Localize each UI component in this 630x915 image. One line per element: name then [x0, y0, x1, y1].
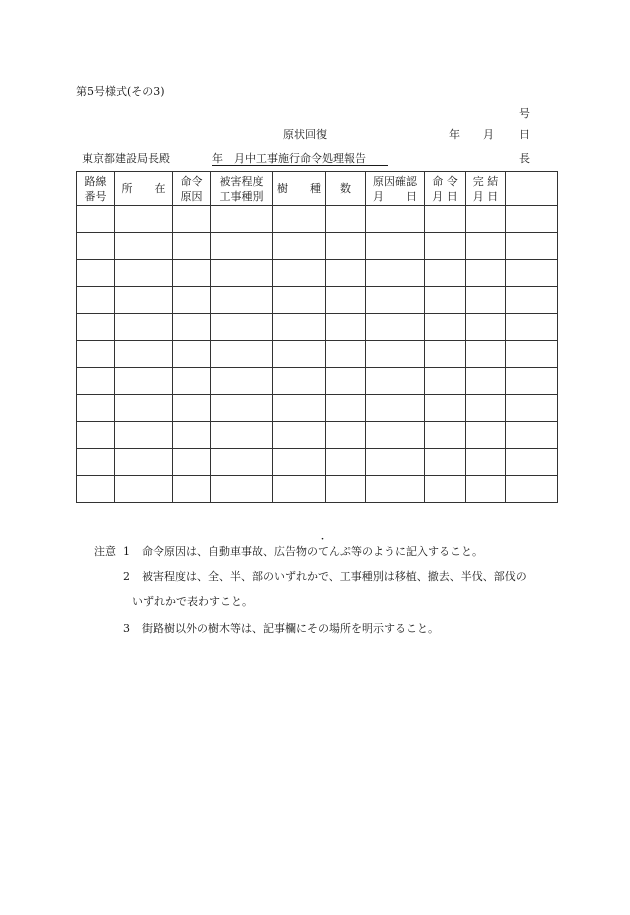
- table-cell[interactable]: [506, 368, 558, 395]
- note-item-2: [94, 571, 564, 609]
- table-cell[interactable]: [115, 341, 173, 368]
- note-text: 街路樹以外の樹木等は、記事欄にその場所を明示すること。: [142, 622, 439, 635]
- col-header-line2: 月 日: [373, 189, 417, 203]
- table-cell[interactable]: [466, 449, 506, 476]
- table-cell[interactable]: [326, 449, 366, 476]
- table-cell[interactable]: [506, 422, 558, 449]
- table-cell[interactable]: [173, 260, 211, 287]
- table-cell[interactable]: [506, 341, 558, 368]
- table-cell[interactable]: [273, 476, 326, 503]
- table-cell[interactable]: [425, 368, 466, 395]
- table-cell[interactable]: [506, 233, 558, 260]
- table-cell[interactable]: [273, 341, 326, 368]
- col-header-line2: 月 日: [472, 189, 499, 203]
- table-cell[interactable]: [326, 206, 366, 233]
- col-header-line1: 完 結: [472, 174, 499, 188]
- table-cell[interactable]: [366, 476, 425, 503]
- table-row: [77, 368, 558, 395]
- table-cell[interactable]: [211, 395, 273, 422]
- table-cell[interactable]: [115, 260, 173, 287]
- table-cell[interactable]: [326, 341, 366, 368]
- table-cell[interactable]: [273, 233, 326, 260]
- table-cell[interactable]: [273, 368, 326, 395]
- note-text: [142, 546, 483, 557]
- note-continuation: いずれかで表わすこと。: [132, 595, 253, 608]
- table-row: [77, 476, 558, 503]
- table-cell[interactable]: [425, 476, 466, 503]
- table-row: [77, 314, 558, 341]
- table-cell[interactable]: [211, 206, 273, 233]
- table-cell[interactable]: [366, 368, 425, 395]
- note-text-after: 等のように記入すること。: [351, 545, 483, 558]
- table-cell[interactable]: [115, 395, 173, 422]
- table-cell[interactable]: [211, 341, 273, 368]
- table-cell[interactable]: [173, 395, 211, 422]
- day-label: 日: [519, 128, 530, 141]
- table-cell[interactable]: [77, 395, 115, 422]
- table-cell[interactable]: [173, 314, 211, 341]
- table-cell[interactable]: [211, 368, 273, 395]
- table-cell[interactable]: [115, 314, 173, 341]
- year-label: 年: [449, 128, 460, 141]
- table-cell[interactable]: [77, 260, 115, 287]
- table-cell[interactable]: [366, 449, 425, 476]
- note-text: 被害程度は、全、半、部のいずれかで、工事種別は移植、撤去、半伐、部伐の: [142, 570, 527, 583]
- table-cell[interactable]: [366, 260, 425, 287]
- chief-label: 長: [519, 152, 530, 165]
- table-cell[interactable]: [115, 476, 173, 503]
- col-header-line2: 番号: [84, 189, 107, 203]
- table-cell[interactable]: [173, 341, 211, 368]
- table-cell[interactable]: [77, 422, 115, 449]
- table-cell[interactable]: [466, 314, 506, 341]
- table-cell[interactable]: [273, 260, 326, 287]
- table-cell[interactable]: [466, 341, 506, 368]
- table-cell[interactable]: [425, 422, 466, 449]
- table-cell[interactable]: [506, 449, 558, 476]
- table-cell[interactable]: [466, 206, 506, 233]
- table-cell[interactable]: [506, 260, 558, 287]
- table-cell[interactable]: [366, 314, 425, 341]
- col-header-line1: 所 在: [121, 182, 166, 195]
- table-cell[interactable]: [273, 449, 326, 476]
- table-cell[interactable]: [466, 422, 506, 449]
- table-cell[interactable]: [77, 233, 115, 260]
- col-header-line2: 月 日: [432, 189, 458, 203]
- table-cell[interactable]: [366, 233, 425, 260]
- table-cell[interactable]: [211, 260, 273, 287]
- table-cell[interactable]: [173, 287, 211, 314]
- table-cell[interactable]: [273, 314, 326, 341]
- col-header-line1: 原因確認: [373, 174, 417, 188]
- col-header-line1: 数: [340, 182, 351, 195]
- addressee: 東京都建設局長殿: [82, 152, 170, 165]
- table-cell[interactable]: [211, 422, 273, 449]
- note-number: 2: [123, 570, 130, 583]
- table-cell[interactable]: [326, 422, 366, 449]
- table-cell[interactable]: [173, 422, 211, 449]
- table-cell[interactable]: [211, 314, 273, 341]
- col-header-location: [115, 172, 173, 206]
- report-table: [76, 171, 558, 503]
- col-header-route-number: [77, 172, 115, 206]
- table-row: [77, 233, 558, 260]
- table-cell[interactable]: [466, 395, 506, 422]
- note-item-1: [94, 546, 564, 557]
- col-header-tree-species: [273, 172, 326, 206]
- table-cell[interactable]: [173, 233, 211, 260]
- col-header-count: [326, 172, 366, 206]
- table-cell[interactable]: [326, 368, 366, 395]
- table-cell[interactable]: [506, 314, 558, 341]
- table-cell[interactable]: [466, 287, 506, 314]
- table-cell[interactable]: [173, 206, 211, 233]
- note-number: 3: [123, 622, 130, 635]
- table-cell[interactable]: [326, 314, 366, 341]
- note-item-3: [94, 623, 564, 634]
- col-header-damage-worktype: [211, 172, 273, 206]
- col-header-order-cause: [173, 172, 211, 206]
- table-cell[interactable]: [425, 233, 466, 260]
- col-header-line2: 工事種別: [219, 189, 264, 203]
- table-cell[interactable]: [173, 368, 211, 395]
- table-cell[interactable]: [115, 287, 173, 314]
- table-cell[interactable]: [366, 206, 425, 233]
- table-cell[interactable]: [211, 476, 273, 503]
- table-row: [77, 341, 558, 368]
- table-cell[interactable]: [211, 233, 273, 260]
- table-cell[interactable]: [425, 287, 466, 314]
- month-label: 月: [483, 128, 494, 141]
- table-cell[interactable]: [425, 341, 466, 368]
- table-cell[interactable]: [115, 449, 173, 476]
- table-cell[interactable]: [273, 422, 326, 449]
- table-cell[interactable]: [77, 206, 115, 233]
- table-cell[interactable]: [326, 395, 366, 422]
- col-header-line1: 路線: [84, 174, 107, 188]
- col-header-completion-date: [466, 172, 506, 206]
- table-cell[interactable]: [425, 314, 466, 341]
- table-cell[interactable]: [77, 341, 115, 368]
- table-cell[interactable]: [326, 287, 366, 314]
- table-cell[interactable]: [273, 206, 326, 233]
- table-cell[interactable]: [77, 368, 115, 395]
- table-header-row: [77, 172, 558, 206]
- table-cell[interactable]: [115, 368, 173, 395]
- form-title: 原状回復: [283, 128, 327, 141]
- form-number: 第5号様式(その3): [76, 85, 165, 98]
- table-cell[interactable]: [115, 233, 173, 260]
- table-cell[interactable]: [366, 341, 425, 368]
- table-row: [77, 287, 558, 314]
- table-cell[interactable]: [173, 476, 211, 503]
- table-cell[interactable]: [425, 449, 466, 476]
- table-cell[interactable]: [326, 260, 366, 287]
- table-cell[interactable]: [506, 287, 558, 314]
- table-cell[interactable]: [466, 233, 506, 260]
- table-cell[interactable]: [506, 395, 558, 422]
- col-header-line1: 被害程度: [219, 174, 264, 188]
- col-header-order-date: [425, 172, 466, 206]
- table-cell[interactable]: [425, 206, 466, 233]
- table-row: [77, 422, 558, 449]
- table-cell[interactable]: [211, 287, 273, 314]
- table-cell[interactable]: [77, 449, 115, 476]
- table-cell[interactable]: [466, 476, 506, 503]
- table-cell[interactable]: [506, 476, 558, 503]
- number-label: 号: [519, 107, 530, 120]
- col-header-line2: 原因: [180, 189, 203, 203]
- table-cell[interactable]: [77, 314, 115, 341]
- table-cell[interactable]: [366, 287, 425, 314]
- table-cell[interactable]: [273, 287, 326, 314]
- col-header-line1: 命 令: [432, 174, 458, 188]
- table-cell[interactable]: [211, 449, 273, 476]
- table-cell[interactable]: [273, 395, 326, 422]
- table-cell[interactable]: [366, 422, 425, 449]
- notes-section: [94, 546, 564, 648]
- table-cell[interactable]: [366, 395, 425, 422]
- col-header-remarks: [506, 172, 558, 206]
- table-cell[interactable]: [77, 476, 115, 503]
- table-cell[interactable]: [425, 395, 466, 422]
- emphasized-text: ・ てんぷ: [318, 545, 351, 558]
- table-row: [77, 449, 558, 476]
- notes-heading: 注意: [94, 545, 116, 558]
- table-row: [77, 395, 558, 422]
- note-number: 1: [123, 545, 130, 558]
- col-header-cause-confirmed: [366, 172, 425, 206]
- table-row: [77, 260, 558, 287]
- table-cell[interactable]: [425, 260, 466, 287]
- col-header-line1: 樹 種: [277, 182, 321, 195]
- table-cell[interactable]: [77, 287, 115, 314]
- table-cell[interactable]: [326, 233, 366, 260]
- table-cell[interactable]: [173, 449, 211, 476]
- table-cell[interactable]: [115, 422, 173, 449]
- table-cell[interactable]: [466, 260, 506, 287]
- table-cell[interactable]: [115, 206, 173, 233]
- col-header-line1: 命令: [180, 174, 203, 188]
- table-cell[interactable]: [506, 206, 558, 233]
- table-cell[interactable]: [326, 476, 366, 503]
- report-title: 年 月中工事施行命令処理報告: [212, 153, 388, 166]
- table-cell[interactable]: [466, 368, 506, 395]
- table-row: [77, 206, 558, 233]
- note-text-before: 命令原因は、自動車事故、広告物の: [142, 545, 318, 558]
